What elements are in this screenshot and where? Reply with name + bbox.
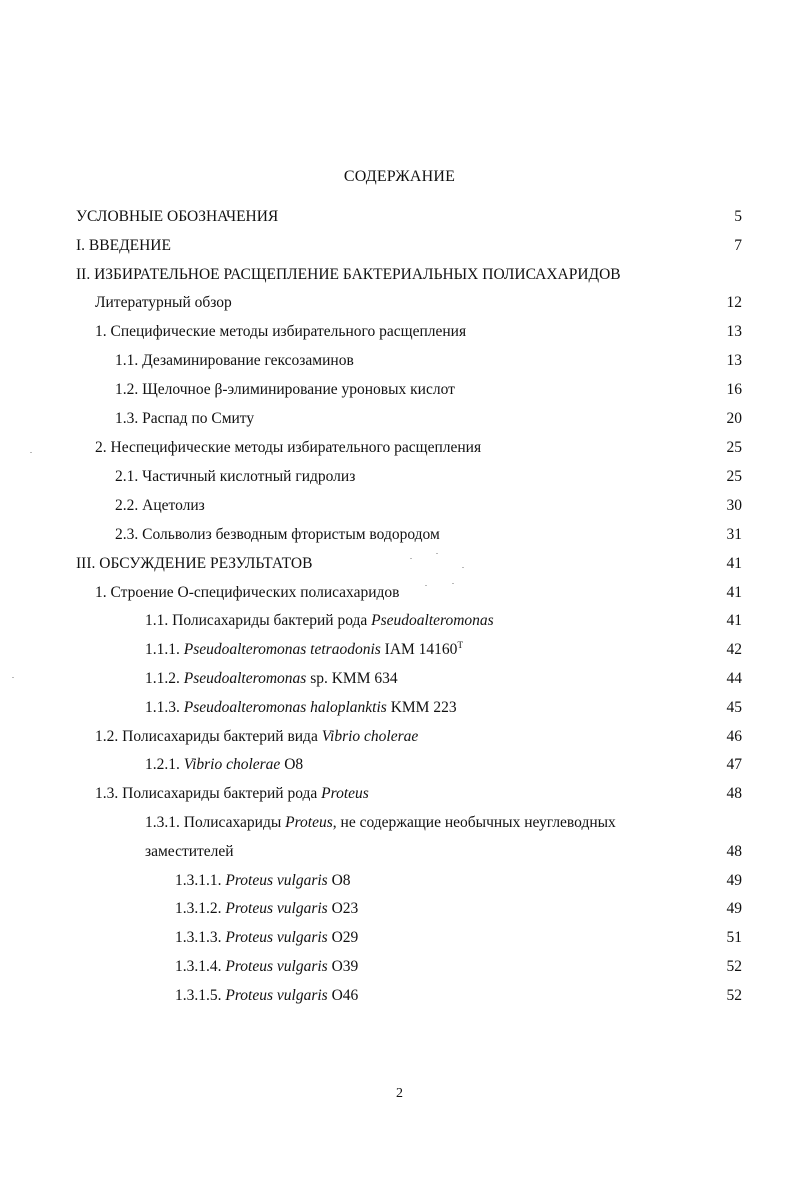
- toc-entry-title: 2.2. Ацетолиз: [115, 497, 205, 514]
- toc-entry-title: заместителей: [145, 843, 234, 860]
- toc-entry: [0, 841, 799, 863]
- toc-entry-page: 5: [734, 208, 742, 225]
- toc-entry: [0, 726, 799, 748]
- toc-entry: [0, 870, 799, 892]
- scan-artifact: [425, 585, 427, 586]
- toc-entry-title: 1.3.1.4. Proteus vulgaris O39: [175, 958, 359, 975]
- toc-entry-title: Литературный обзор: [95, 294, 232, 311]
- toc-entry-page: 41: [726, 555, 742, 572]
- toc-entry-title: УСЛОВНЫЕ ОБОЗНАЧЕНИЯ: [76, 208, 279, 225]
- toc-entry-title: 1.1. Дезаминирование гексозаминов: [115, 352, 354, 369]
- toc-entry: [0, 379, 799, 401]
- toc-entry-title: 1.2.1. Vibrio cholerae O8: [145, 756, 304, 773]
- toc-entry-title: 2.3. Сольволиз безводным фтористым водородом: [115, 526, 440, 543]
- scan-artifact: [436, 553, 438, 554]
- toc-entry-title: I. ВВЕДЕНИЕ: [76, 237, 171, 254]
- toc-entry: [0, 553, 799, 575]
- toc-entry-title: 1.3.1.5. Proteus vulgaris O46: [175, 987, 359, 1004]
- toc-entry-title: 1.3.1.1. Proteus vulgaris O8: [175, 872, 351, 889]
- page-number: 2: [396, 1086, 403, 1101]
- toc-entry: [0, 927, 799, 949]
- toc-entry-page: 49: [726, 872, 742, 889]
- toc-entry: [0, 639, 799, 661]
- scan-artifact: [452, 583, 454, 584]
- toc-entry-page: 30: [726, 497, 742, 514]
- toc-entry-page: 25: [726, 468, 742, 485]
- toc-entry-page: 41: [726, 612, 742, 629]
- toc-entry-page: 52: [726, 987, 742, 1004]
- toc-entry-page: 42: [726, 641, 742, 658]
- page-title: СОДЕРЖАНИЕ: [343, 168, 456, 185]
- toc-entry: [0, 812, 799, 834]
- toc-entry-page: 13: [726, 323, 742, 340]
- toc-entry-title: 1. Строение О-специфических полисахаридов: [95, 584, 400, 601]
- toc-entry-page: 16: [726, 381, 742, 398]
- toc-entry-title: 1.2. Щелочное β-элиминирование уроновых кислот: [115, 381, 455, 398]
- toc-entry-title: 1.3. Распад по Смиту: [115, 410, 255, 427]
- scan-artifact: [462, 567, 464, 568]
- toc-entry-page: 13: [726, 352, 742, 369]
- scan-artifact: [12, 677, 14, 678]
- toc-entry-page: 46: [726, 728, 742, 745]
- toc-entry-title: 1.1.3. Pseudoalteromonas haloplanktis KMM 223: [145, 699, 457, 716]
- toc-entry: [0, 206, 799, 228]
- toc-entry-title: 2.1. Частичный кислотный гидролиз: [115, 468, 356, 485]
- scan-artifact: [410, 558, 412, 559]
- toc-entry-title: III. ОБСУЖДЕНИЕ РЕЗУЛЬТАТОВ: [76, 555, 313, 572]
- toc-entry: [0, 783, 799, 805]
- toc-entry: [0, 610, 799, 632]
- toc-entry: [0, 235, 799, 257]
- scan-artifact: [30, 452, 32, 453]
- toc-entry-title: 1. Специфические методы избирательного расщепления: [95, 323, 467, 340]
- toc-entry-page: 44: [726, 670, 742, 687]
- toc-entry-page: 20: [726, 410, 742, 427]
- toc-entry: [0, 408, 799, 430]
- toc-entry: [0, 264, 799, 286]
- toc-entry: [0, 985, 799, 1007]
- toc-entry-title: 1.3. Полисахариды бактерий рода Proteus: [95, 785, 369, 802]
- toc-entry-page: 52: [726, 958, 742, 975]
- toc-entry: [0, 697, 799, 719]
- toc-entry-page: 12: [726, 294, 742, 311]
- toc-entry-title: 2. Неспецифические методы избирательного расщепления: [95, 439, 482, 456]
- toc-entry: [0, 437, 799, 459]
- toc-entry: [0, 321, 799, 343]
- toc-entry-title: 1.1.2. Pseudoalteromonas sp. KMM 634: [145, 670, 398, 687]
- toc-entry-title: 1.3.1.3. Proteus vulgaris O29: [175, 929, 359, 946]
- toc-entry-title: 1.1. Полисахариды бактерий рода Pseudoalteromonas: [145, 612, 494, 629]
- toc-entry: [0, 466, 799, 488]
- toc-entry-page: 51: [726, 929, 742, 946]
- toc-entry-page: 49: [726, 900, 742, 917]
- toc-entry: [0, 292, 799, 314]
- toc-entry: [0, 898, 799, 920]
- toc-entry: [0, 668, 799, 690]
- toc-entry-title: 1.2. Полисахариды бактерий вида Vibrio cholerae: [95, 728, 419, 745]
- toc-entry-page: 41: [726, 584, 742, 601]
- toc-entry-title: 1.3.1.2. Proteus vulgaris O23: [175, 900, 359, 917]
- toc-entry-page: 48: [726, 785, 742, 802]
- toc-entry: [0, 582, 799, 604]
- toc-entry-page: 25: [726, 439, 742, 456]
- toc-entry: [0, 495, 799, 517]
- toc-entry-page: 7: [734, 237, 742, 254]
- toc-entry-title: 1.1.1. Pseudoalteromonas tetraodonis IAM $14160^T$: [145, 640, 463, 658]
- toc-entry-title: 1.3.1. Полисахариды Proteus, не содержащие необычных неуглеводных: [145, 814, 616, 831]
- toc-entry-page: 31: [726, 526, 742, 543]
- toc-entry-page: 48: [726, 843, 742, 860]
- toc-entry-title: II. ИЗБИРАТЕЛЬНОЕ РАСЩЕПЛЕНИЕ БАКТЕРИАЛЬНЫХ ПОЛИСАХАРИДОВ: [76, 266, 621, 283]
- toc-entry-page: 45: [726, 699, 742, 716]
- toc-entry: [0, 524, 799, 546]
- toc-entry: [0, 956, 799, 978]
- toc-entry: [0, 754, 799, 776]
- toc-entry: [0, 350, 799, 372]
- toc-entry-page: 47: [726, 756, 742, 773]
